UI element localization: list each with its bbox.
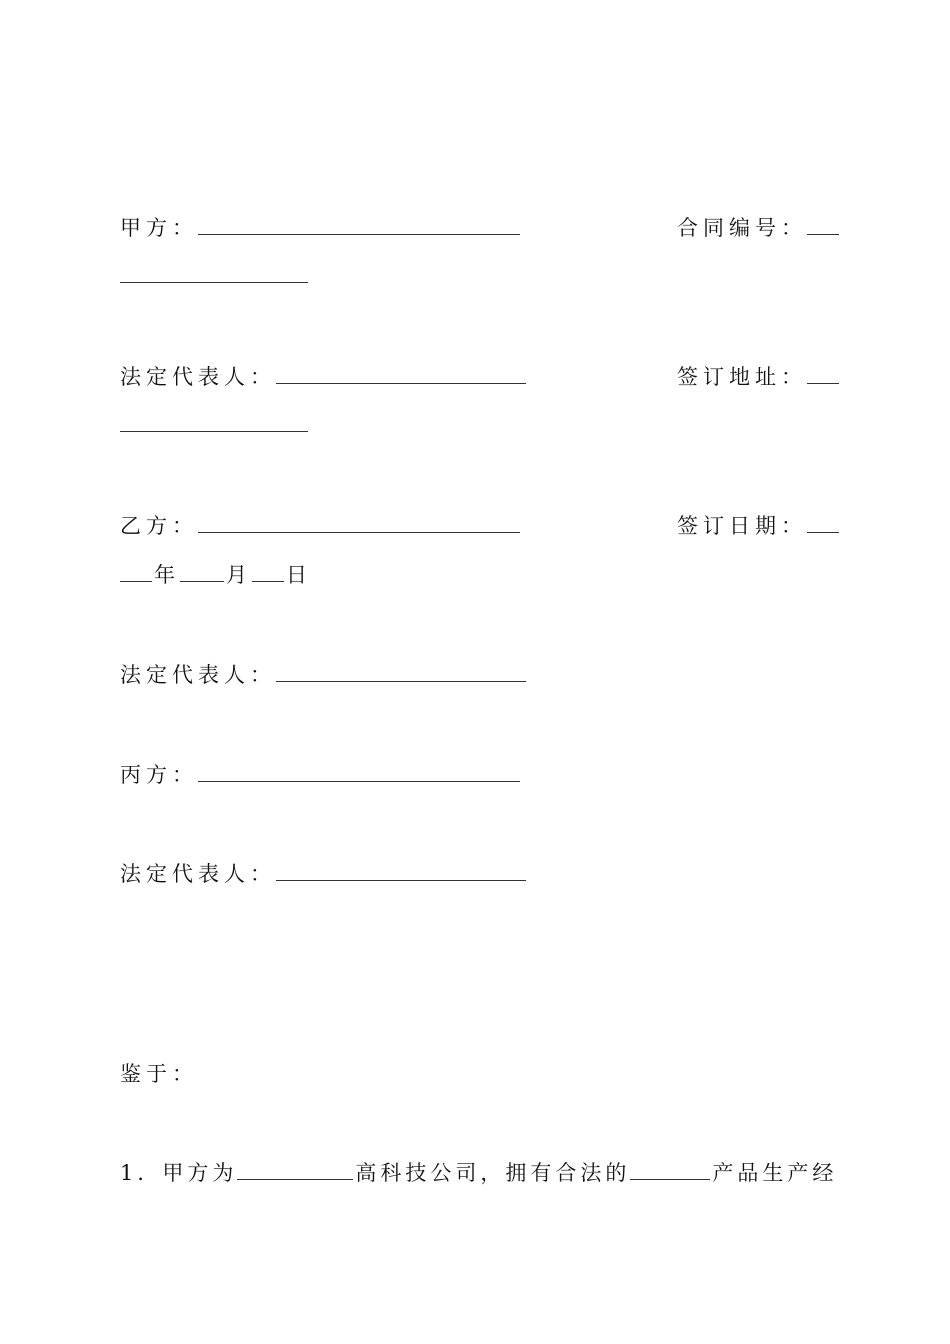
sign-address-blank-cont[interactable]: [120, 411, 308, 432]
sign-address-row: [677, 363, 841, 391]
legal-rep-c-label: 法定代表人：: [120, 862, 276, 886]
legal-rep-b-blank[interactable]: [276, 661, 526, 682]
clause-1-blank-b[interactable]: [630, 1159, 710, 1180]
party-b-row: [120, 512, 522, 540]
legal-rep-b-row: [120, 661, 528, 689]
sign-date-cont: [120, 561, 312, 589]
whereas-label: 鉴于：: [120, 1062, 198, 1086]
party-b-blank[interactable]: [198, 512, 520, 533]
contract-no-label: 合同编号：: [677, 216, 807, 240]
day-label: 日: [286, 563, 312, 587]
clause-1: [120, 1159, 837, 1187]
legal-rep-c-blank[interactable]: [276, 860, 526, 881]
sign-address-cont: [120, 411, 310, 439]
month-blank[interactable]: [180, 561, 224, 582]
sign-address-label: 签订地址：: [677, 365, 807, 389]
contract-no-row: [677, 214, 841, 242]
legal-rep-a-label: 法定代表人：: [120, 365, 276, 389]
month-label: 月: [226, 563, 252, 587]
clause-1-blank-a[interactable]: [237, 1159, 353, 1180]
clause-1-text-a: 高科技公司，拥有合法的: [355, 1161, 631, 1185]
sign-address-blank[interactable]: [807, 363, 839, 384]
year-blank[interactable]: [120, 561, 152, 582]
party-c-label: 丙方：: [120, 763, 198, 787]
contract-no-blank[interactable]: [807, 214, 839, 235]
legal-rep-a-row: [120, 363, 528, 391]
party-c-blank[interactable]: [198, 761, 520, 782]
clause-1-num: 1．甲方为: [120, 1161, 238, 1185]
day-blank[interactable]: [252, 561, 284, 582]
contract-no-cont: [120, 262, 310, 290]
whereas-heading: [120, 1060, 198, 1088]
contract-no-blank-cont[interactable]: [120, 262, 308, 283]
party-a-row: [120, 214, 522, 242]
party-c-row: [120, 761, 522, 789]
party-a-blank[interactable]: [198, 214, 520, 235]
sign-date-row: [677, 512, 841, 540]
sign-date-label: 签订日期：: [677, 514, 807, 538]
legal-rep-c-row: [120, 860, 528, 888]
party-a-label: 甲方：: [120, 216, 198, 240]
legal-rep-b-label: 法定代表人：: [120, 663, 276, 687]
legal-rep-a-blank[interactable]: [276, 363, 526, 384]
clause-1-text-b: 产品生产经: [712, 1161, 838, 1185]
year-label: 年: [154, 563, 180, 587]
party-b-label: 乙方：: [120, 514, 198, 538]
sign-date-blank[interactable]: [807, 512, 839, 533]
